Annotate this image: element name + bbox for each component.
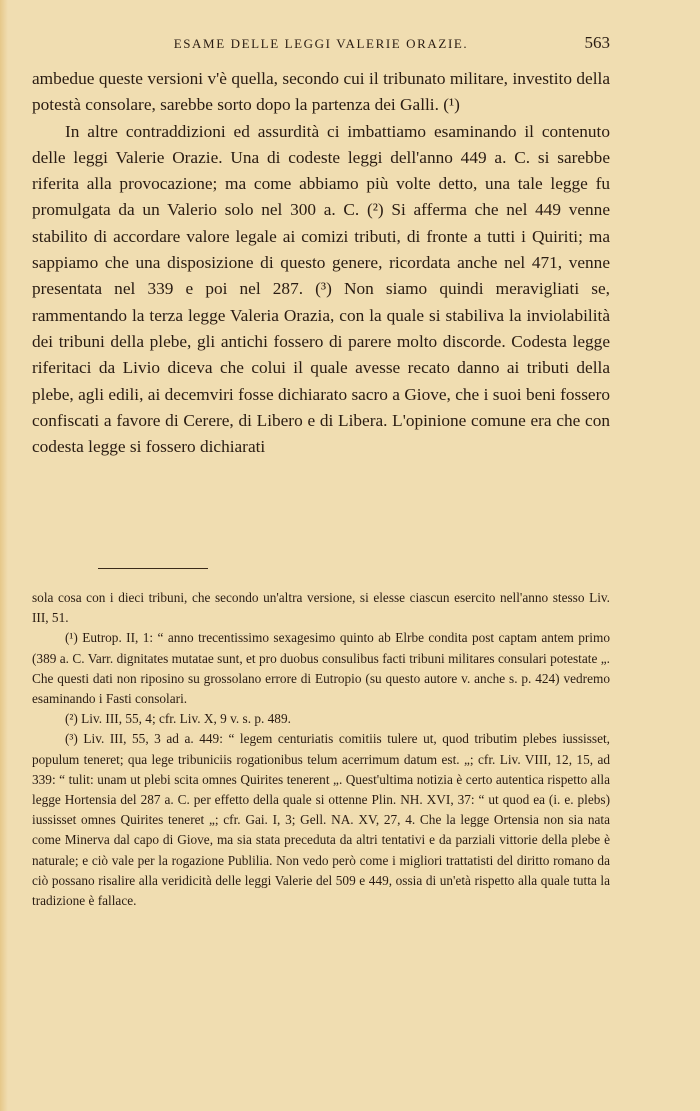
- footnote-3: (³) Liv. III, 55, 3 ad a. 449: “ legem centuriatis comitiis tulere ut, quod tributim plebes iussisset, populum teneret; qua lege tribuniciis rogationibus telum acerrimum datum est. „; cfr. Liv. VIII, 12, 15, ad 339: “ tulit: unam ut plebi scita omnes Quirites tenerent „. Quest'ultima notizia è certo autentica rispetto alla legge Hortensia del 287 a. C. per effetto della quale si ottenne Plin. NH. XVI, 37: “ ut quod ea (i. e. plebs) iussisset omnes Quirites teneret „; cfr. Gai. I, 3; Gell. NA. XV, 27, 4. Che la legge Ortensia non sia nata come Minerva dal capo di Giove, ma sia stata preceduta da altri tentativi e da parziali vittorie della plebe è naturale; e ciò vale per la rogazione Publilia. Non vedo però come i migliori trattatisti del diritto romano da ciò possano risalire alla veridicità delle leggi Valerie del 509 e 449, ossia di un'età rispetto alla quale tutta la tradizione è fallace.: [32, 731, 610, 909]
- page-header: [32, 33, 610, 58]
- paragraph-continuation: ambedue queste versioni v'è quella, secondo cui il tribunato militare, investito della potestà consolare, sarebbe sorto dopo la partenza dei Galli. (¹): [32, 69, 610, 115]
- body-text: [32, 66, 610, 460]
- footnote-divider: [98, 568, 208, 569]
- running-title: ESAME DELLE LEGGI VALERIE ORAZIE.: [173, 36, 469, 51]
- footnote-2: (²) Liv. III, 55, 4; cfr. Liv. X, 9 v. s. p. 489.: [65, 711, 291, 727]
- footnotes: [32, 588, 610, 911]
- page-number: 563: [584, 33, 610, 52]
- footnote-continuation: sola cosa con i dieci tribuni, che secondo un'altra versione, si elesse ciascun esercito nell'anno stesso Liv. III, 51.: [32, 590, 610, 626]
- paragraph: In altre contraddizioni ed assurdità ci imbattiamo esaminando il contenuto delle leggi Valerie Orazie. Una di codeste leggi dell'anno 449 a. C. si sarebbe riferita alla provocazione; ma come abbiamo più volte detto, una tale legge fu promulgata da un Valerio solo nel 300 a. C. (²) Si afferma che nel 449 venne stabilito di accordare valore legale ai comizi tributi, di fronte a tutti i Quiriti; ma sappiamo che una disposizione di questo genere, ricordata anche nel 471, venne presentata nel 339 e poi nel 287. (³) Non siamo quindi meravigliati se, rammentando la terza legge Valeria Orazia, con la quale si stabiliva la inviolabilità dei tribuni della plebe, gli antichi fossero di parere molto discorde. Codesta legge riferitaci da Livio diceva che colui il quale avesse recato danno ai tributi della plebe, agli edili, ai decemviri fosse dichiarato sacro a Giove, che i suoi beni fossero confiscati a favore di Cerere, di Libero e di Libera. L'opinione comune era che con codesta legge si fossero dichiarati: [32, 121, 610, 457]
- page-edge: [0, 0, 8, 1111]
- footnote-1: (¹) Eutrop. II, 1: “ anno trecentissimo sexagesimo quinto ab Elrbe condita post captam antem primo (389 a. C. Varr. dignitates mutatae sunt, et pro duobus consulibus facti tribuni militares consulari potestate „. Che questi dati non riposino su grossolano errore di Eutropio (su questo autore v. anche s. p. 424) vedremo esaminando i Fasti consolari.: [32, 630, 610, 707]
